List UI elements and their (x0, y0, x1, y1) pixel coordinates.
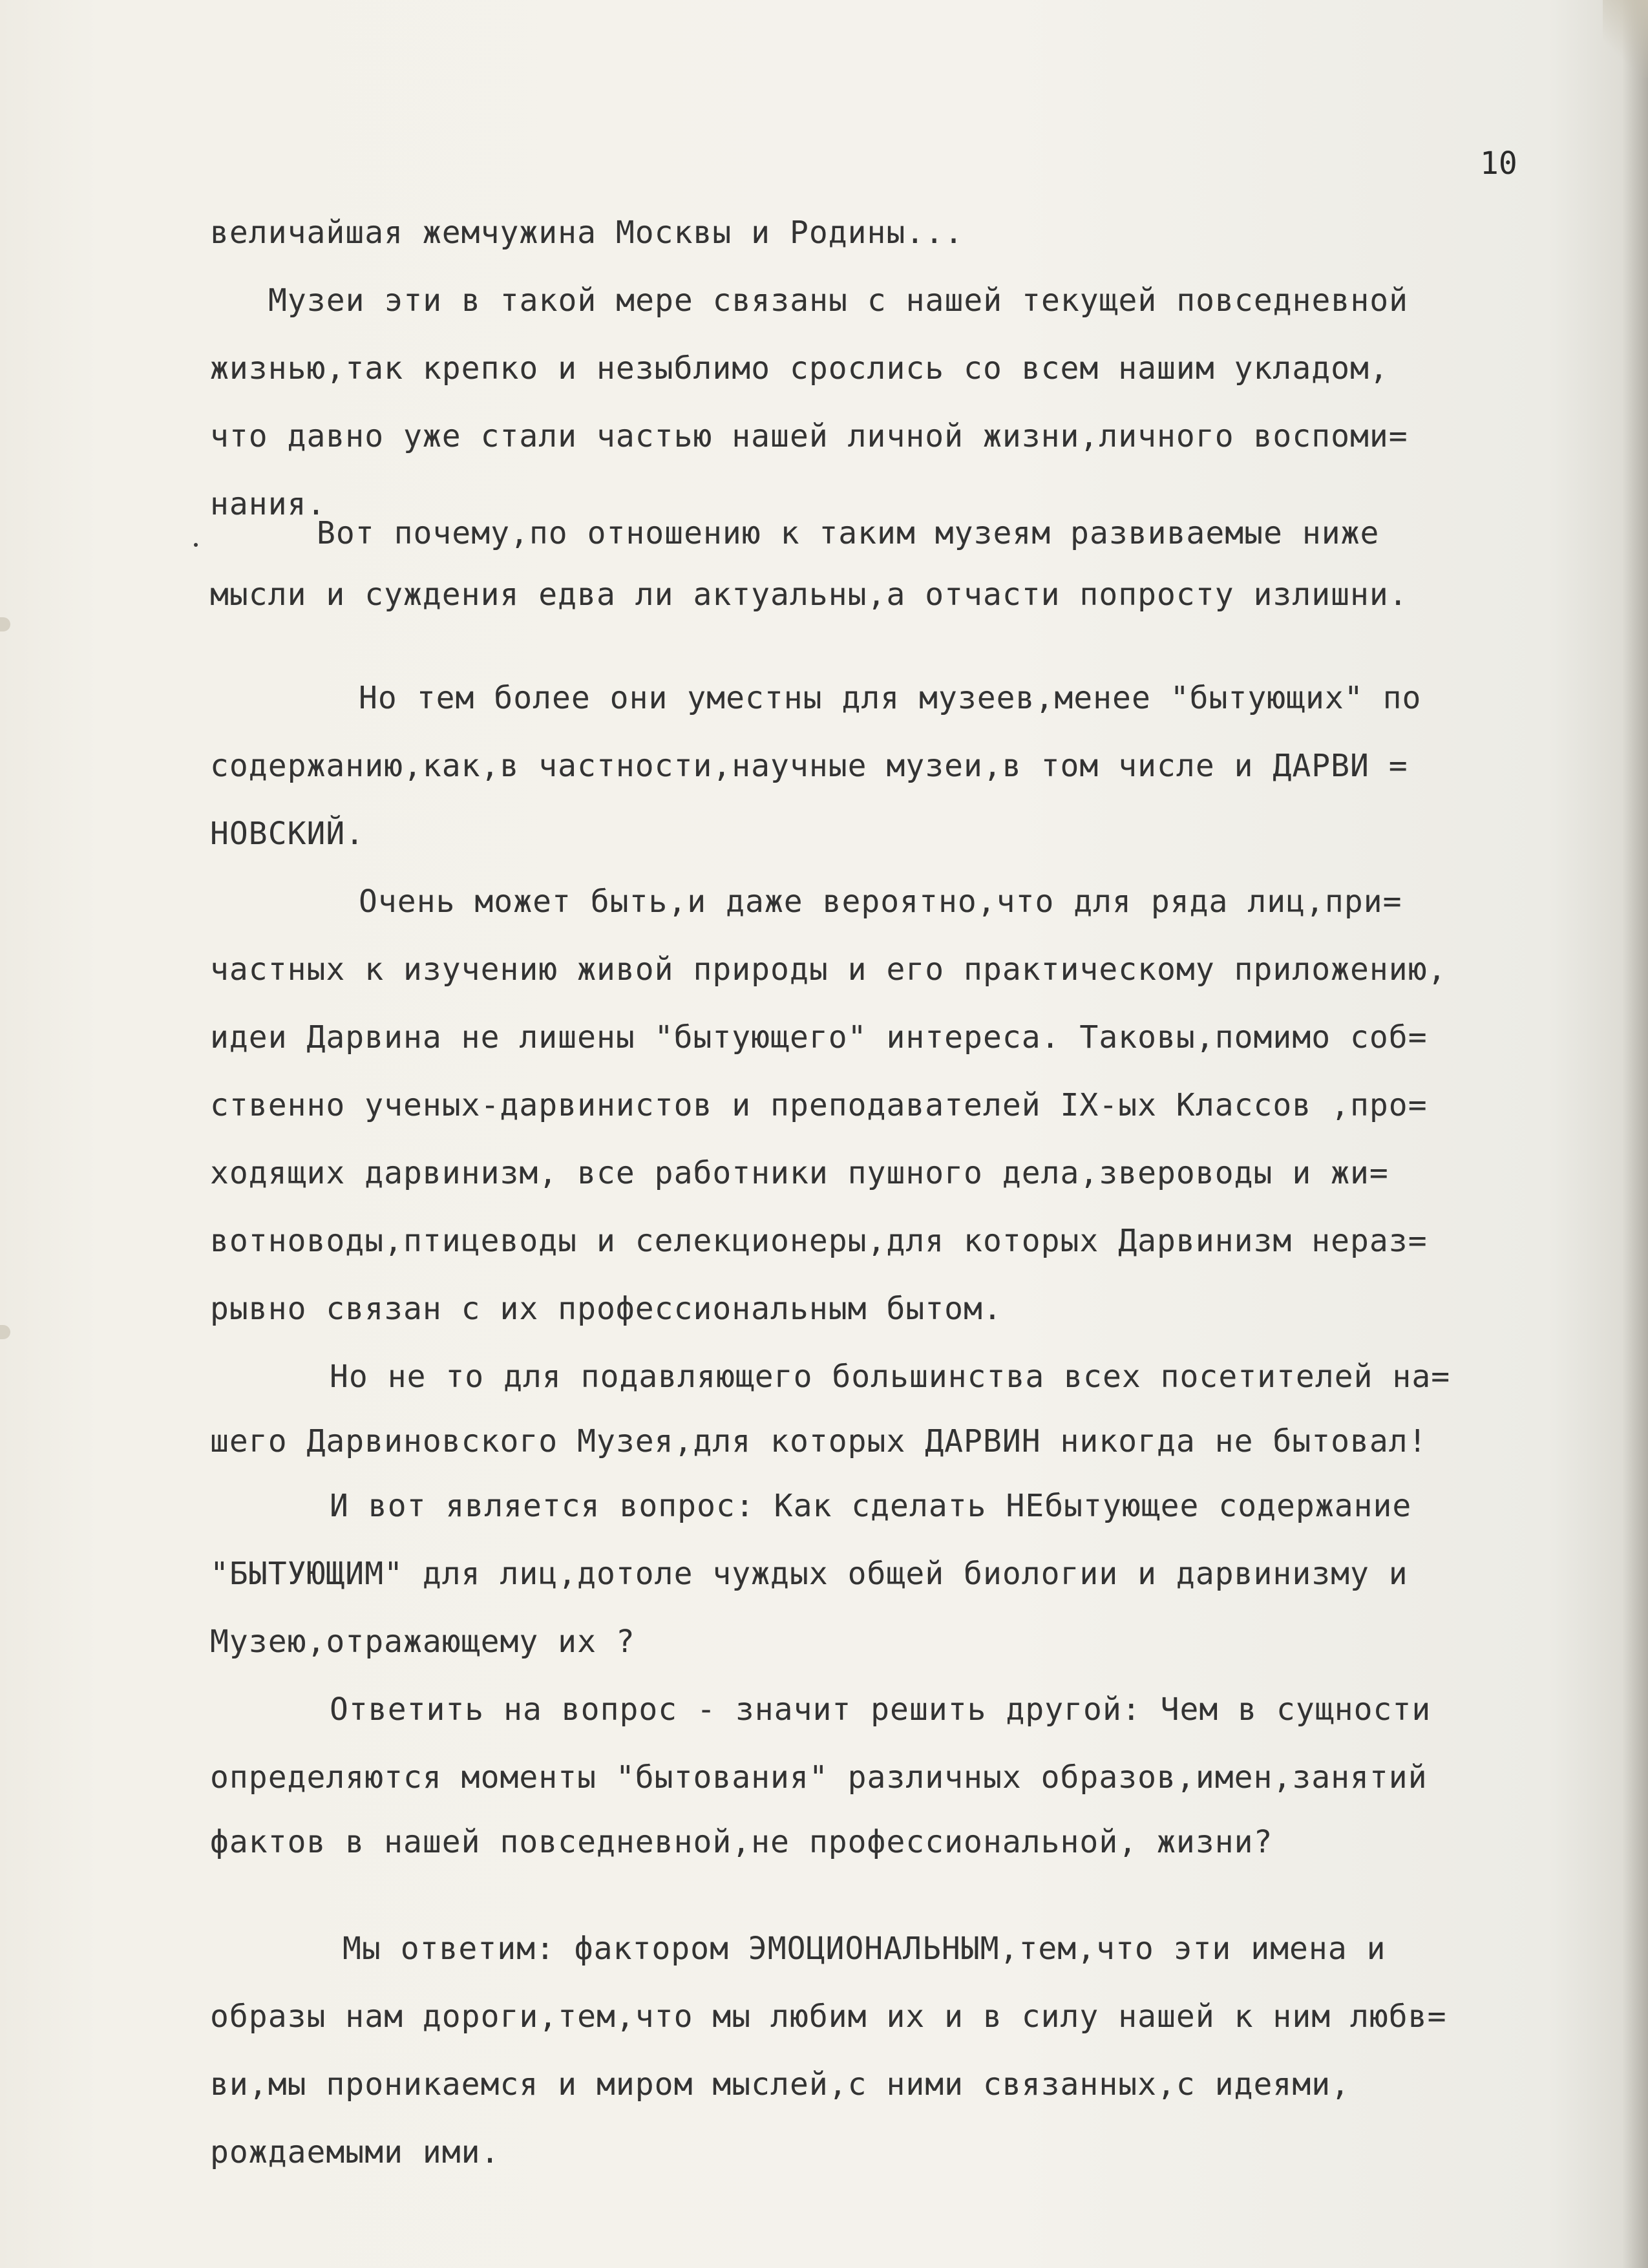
text-line: мысли и суждения едва ли актуальны,а отчасти попросту излишни. (210, 577, 1408, 613)
text-line: "БЫТУЮЩИМ" для лиц,дотоле чуждых общей биологии и дарвинизму и (210, 1556, 1408, 1592)
text-line: содержанию,как,в частности,научные музеи,в том числе и ДАРВИ = (210, 748, 1408, 784)
text-line: фактов в нашей повседневной,не профессиональной, жизни? (210, 1824, 1273, 1860)
text-line: что давно уже стали частью нашей личной жизни,личного воспоми= (210, 418, 1408, 454)
text-line: ственно ученых-дарвинистов и преподавателей IX-ых Классов ,про= (210, 1087, 1428, 1123)
text-line: определяются моменты "бытования" различных образов,имен,занятий (210, 1759, 1428, 1796)
text-line: частных к изучению живой природы и его практическому приложению, (210, 951, 1447, 988)
text-line: величайшая жемчужина Москвы и Родины... (210, 215, 964, 251)
text-line: рождаемыми ими. (210, 2134, 500, 2170)
text-line: НОВСКИЙ. (210, 816, 365, 852)
text-line: образы нам дороги,тем,что мы любим их и в силу нашей к ним любв= (210, 1998, 1447, 2035)
text-line: рывно связан с их профессиональным бытом. (210, 1291, 1002, 1327)
text-line: Музеи эти в такой мере связаны с нашей текущей повседневной (268, 282, 1409, 319)
text-line: шего Дарвиновского Музея,для которых ДАРВИН никогда не бытовал! (210, 1423, 1428, 1459)
text-line: ви,мы проникаемся и миром мыслей,с ними связанных,с идеями, (210, 2066, 1351, 2103)
page-corner-shadow (1603, 0, 1648, 78)
text-line: Но не то для подавляющего большинства всех посетителей на= (330, 1359, 1451, 1395)
text-line: Вот почему,по отношению к таким музеям развиваемые ниже (317, 515, 1380, 551)
text-line: идеи Дарвина не лишены "бытующего" интереса. Таковы,помимо соб= (210, 1019, 1428, 1055)
text-line: И вот является вопрос: Как сделать НЕбытующее содержание (330, 1488, 1412, 1524)
text-line: Мы ответим: фактором ЭМОЦИОНАЛЬНЫМ,тем,что эти имена и (343, 1931, 1386, 1967)
text-line: Но тем более они уместны для музеев,менее "бытующих" по (359, 680, 1422, 716)
punch-hole (0, 617, 10, 631)
page-number: 10 (1480, 145, 1517, 182)
ink-speck (194, 543, 198, 547)
text-line: ходящих дарвинизм, все работники пушного дела,звероводы и жи= (210, 1155, 1389, 1191)
page-edge-shadow (1622, 0, 1648, 2268)
text-line: вотноводы,птицеводы и селекционеры,для которых Дарвинизм нераз= (210, 1223, 1428, 1259)
text-line: Ответить на вопрос - значит решить другой: Чем в сущности (330, 1691, 1431, 1728)
text-line: Музею,отражающему их ? (210, 1624, 635, 1660)
text-line: жизнью,так крепко и незыблимо срослись со всем нашим укладом, (210, 350, 1389, 387)
text-line: Очень может быть,и даже вероятно,что для ряда лиц,при= (359, 884, 1402, 920)
text-line: нания. (210, 486, 326, 522)
punch-hole (0, 1325, 10, 1339)
